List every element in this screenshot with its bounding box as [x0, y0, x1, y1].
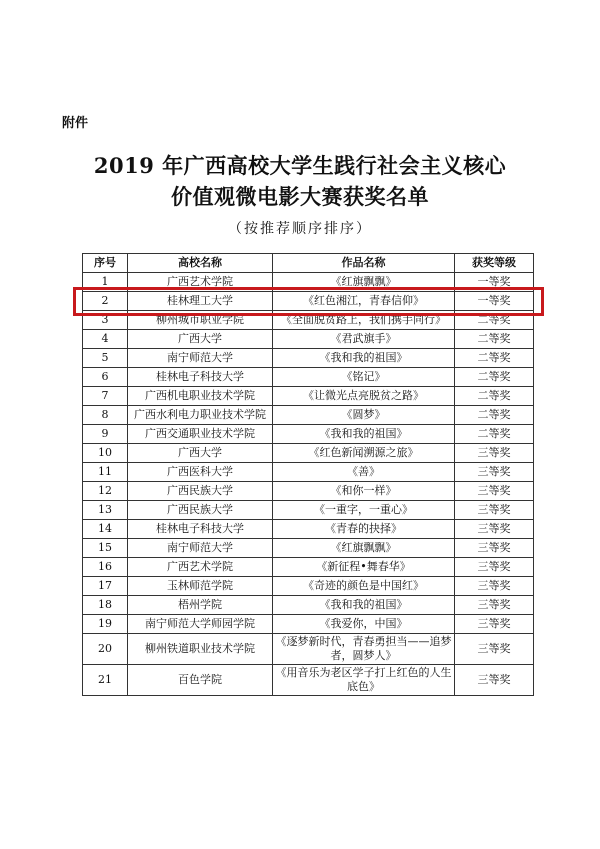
cell-index: 17: [83, 577, 128, 596]
cell-award: 二等奖: [455, 330, 534, 349]
cell-award: 二等奖: [455, 349, 534, 368]
cell-award: 三等奖: [455, 520, 534, 539]
cell-index: 19: [83, 615, 128, 634]
table-row: [83, 577, 534, 596]
table-row: [83, 596, 534, 615]
table-row: [83, 349, 534, 368]
cell-school: 桂林电子科技大学: [128, 368, 273, 387]
cell-award: 三等奖: [455, 615, 534, 634]
table-row: [83, 558, 534, 577]
award-table-body: [83, 273, 534, 696]
cell-school: 南宁师范大学: [128, 539, 273, 558]
cell-work: 《我爱你，中国》: [273, 615, 455, 634]
cell-award: 一等奖: [455, 273, 534, 292]
cell-school: 广西水利电力职业技术学院: [128, 406, 273, 425]
cell-school: 广西民族大学: [128, 482, 273, 501]
cell-work: 《我和我的祖国》: [273, 349, 455, 368]
cell-work: 《红旗飘飘》: [273, 273, 455, 292]
cell-award: 三等奖: [455, 634, 534, 665]
cell-school: 广西艺术学院: [128, 558, 273, 577]
table-row: [83, 501, 534, 520]
cell-work: 《红色湘江，青春信仰》: [273, 292, 455, 311]
cell-school: 广西大学: [128, 444, 273, 463]
cell-school: 广西机电职业技术学院: [128, 387, 273, 406]
cell-award: 三等奖: [455, 596, 534, 615]
cell-school: 广西艺术学院: [128, 273, 273, 292]
cell-award: 三等奖: [455, 577, 534, 596]
cell-award: 二等奖: [455, 311, 534, 330]
cell-index: 21: [83, 665, 128, 696]
document-title: [0, 150, 600, 212]
cell-award: 二等奖: [455, 387, 534, 406]
header-award: 获奖等级: [455, 254, 534, 273]
table-row: [83, 539, 534, 558]
cell-index: 18: [83, 596, 128, 615]
cell-work: 《用音乐为老区学子打上红色的人生底色》: [273, 665, 455, 696]
cell-index: 20: [83, 634, 128, 665]
cell-index: 2: [83, 292, 128, 311]
table-row: [83, 520, 534, 539]
table-row: [83, 665, 534, 696]
cell-index: 13: [83, 501, 128, 520]
cell-award: 三等奖: [455, 482, 534, 501]
cell-award: 三等奖: [455, 665, 534, 696]
cell-index: 5: [83, 349, 128, 368]
award-table: [82, 253, 534, 696]
cell-school: 玉林师范学院: [128, 577, 273, 596]
cell-work: 《我和我的祖国》: [273, 596, 455, 615]
table-row: [83, 482, 534, 501]
cell-work: 《铭记》: [273, 368, 455, 387]
cell-school: 桂林理工大学: [128, 292, 273, 311]
cell-index: 6: [83, 368, 128, 387]
document-subtitle: （按推荐顺序排序）: [228, 221, 372, 237]
cell-index: 7: [83, 387, 128, 406]
cell-award: 三等奖: [455, 501, 534, 520]
highlight-box: [73, 287, 544, 316]
table-row: [83, 444, 534, 463]
cell-work: 《全面脱贫路上，我们携手同行》: [273, 311, 455, 330]
cell-index: 14: [83, 520, 128, 539]
header-school: 高校名称: [128, 254, 273, 273]
cell-school: 桂林电子科技大学: [128, 520, 273, 539]
cell-school: 广西交通职业技术学院: [128, 425, 273, 444]
cell-work: 《新征程•舞春华》: [273, 558, 455, 577]
cell-index: 1: [83, 273, 128, 292]
cell-index: 10: [83, 444, 128, 463]
cell-school: 梧州学院: [128, 596, 273, 615]
table-row: [83, 387, 534, 406]
table-row: [83, 634, 534, 665]
cell-work: 《善》: [273, 463, 455, 482]
cell-award: 三等奖: [455, 444, 534, 463]
header-index: 序号: [83, 254, 128, 273]
cell-school: 柳州铁道职业技术学院: [128, 634, 273, 665]
cell-work: 《青春的抉择》: [273, 520, 455, 539]
cell-school: 百色学院: [128, 665, 273, 696]
cell-index: 8: [83, 406, 128, 425]
cell-index: 12: [83, 482, 128, 501]
cell-school: 南宁师范大学: [128, 349, 273, 368]
cell-work: 《让微光点亮脱贫之路》: [273, 387, 455, 406]
table-row: [83, 368, 534, 387]
cell-index: 3: [83, 311, 128, 330]
table-row: [83, 406, 534, 425]
cell-award: 三等奖: [455, 539, 534, 558]
cell-award: 二等奖: [455, 406, 534, 425]
cell-work: 《君武旗手》: [273, 330, 455, 349]
cell-award: 二等奖: [455, 368, 534, 387]
table-row: [83, 330, 534, 349]
cell-school: 南宁师范大学师园学院: [128, 615, 273, 634]
cell-work: 《一重字，一重心》: [273, 501, 455, 520]
cell-school: 广西医科大学: [128, 463, 273, 482]
cell-school: 广西民族大学: [128, 501, 273, 520]
cell-index: 15: [83, 539, 128, 558]
cell-index: 4: [83, 330, 128, 349]
title-line-2: 价值观微电影大赛获奖名单: [171, 184, 429, 209]
cell-award: 二等奖: [455, 425, 534, 444]
cell-work: 《和你一样》: [273, 482, 455, 501]
cell-school: 广西大学: [128, 330, 273, 349]
cell-index: 16: [83, 558, 128, 577]
cell-work: 《逐梦新时代，青春勇担当——追梦者，圆梦人》: [273, 634, 455, 665]
cell-work: 《奇迹的颜色是中国红》: [273, 577, 455, 596]
table-row: [83, 425, 534, 444]
cell-award: 三等奖: [455, 463, 534, 482]
attachment-label: 附件: [62, 116, 89, 131]
cell-work: 《红旗飘飘》: [273, 539, 455, 558]
table-row: [83, 615, 534, 634]
cell-index: 11: [83, 463, 128, 482]
cell-index: 9: [83, 425, 128, 444]
title-line-1: 2019 年广西高校大学生践行社会主义核心: [93, 153, 507, 178]
header-work: 作品名称: [273, 254, 455, 273]
table-header-row: [83, 254, 534, 273]
cell-work: 《我和我的祖国》: [273, 425, 455, 444]
cell-award: 三等奖: [455, 558, 534, 577]
table-row: [83, 463, 534, 482]
cell-work: 《红色新闻溯源之旅》: [273, 444, 455, 463]
cell-work: 《圆梦》: [273, 406, 455, 425]
cell-school: 柳州城市职业学院: [128, 311, 273, 330]
cell-award: 一等奖: [455, 292, 534, 311]
